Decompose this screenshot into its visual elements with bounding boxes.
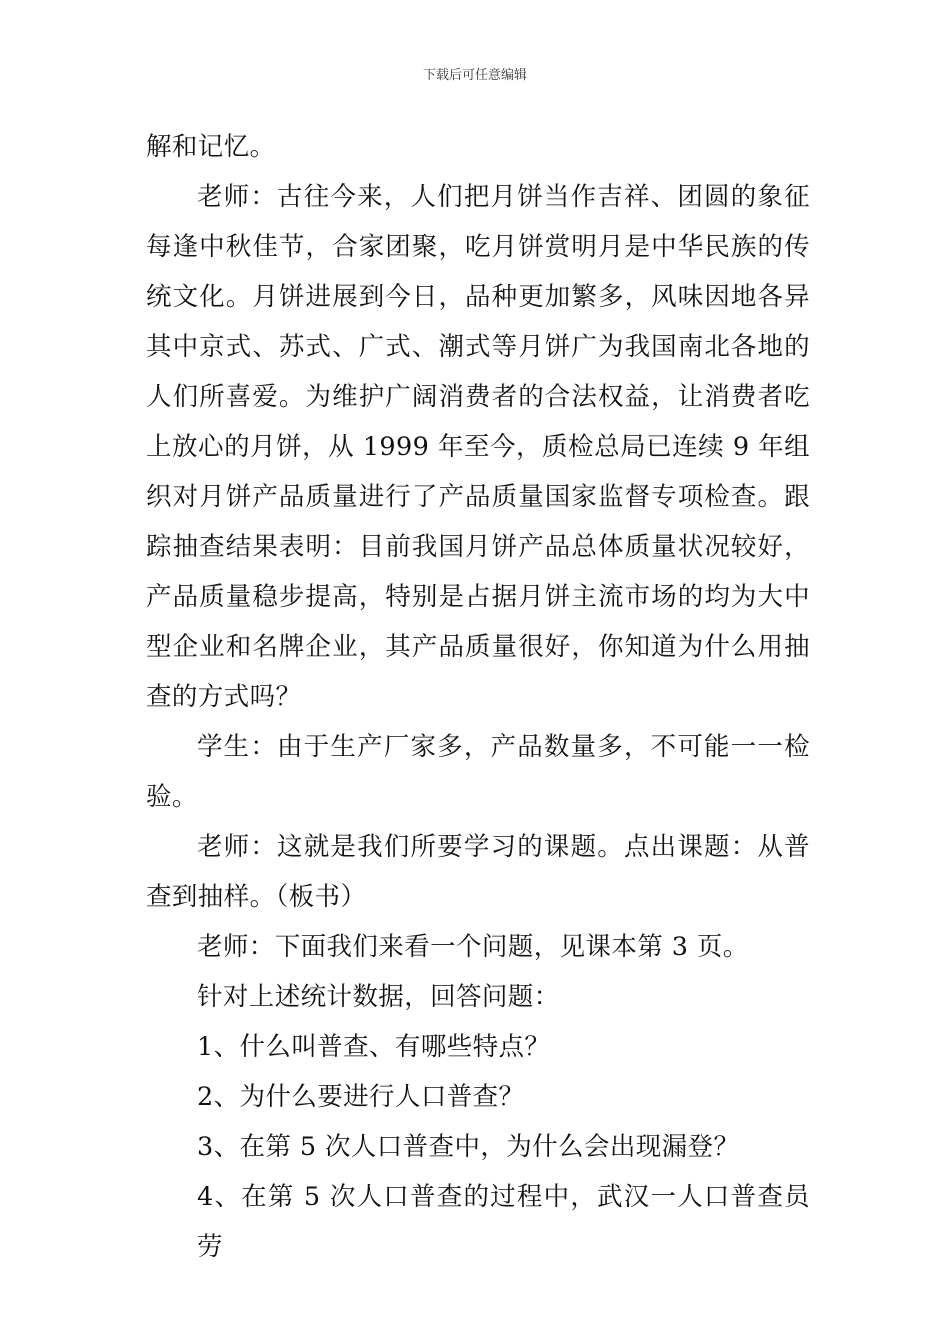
list-item-question-3: 3、在第 5 次人口普查中，为什么会出现漏登？ [197,1132,740,1162]
list-item-question-2: 2、为什么要进行人口普查？ [197,1082,525,1112]
paragraph-questions-intro: 针对上述统计数据，回答问题： [197,982,560,1012]
list-item-question-4: 4、在第 5 次人口普查的过程中，武汉一人口普查员劳 [197,1182,810,1262]
document-body [146,122,810,1272]
list-item-question-1: 1、什么叫普查、有哪些特点？ [197,1032,551,1062]
paragraph-teacher-topic: 老师：这就是我们所要学习的课题。点出课题：从普查到抽样。（板书） [146,832,810,912]
paragraph-teacher-textbook: 老师：下面我们来看一个问题，见课本第 3 页。 [197,932,749,962]
paragraph-student-answer: 学生：由于生产厂家多，产品数量多，不可能一一检验。 [146,732,810,812]
paragraph-teacher-mooncake: 老师：古往今来，人们把月饼当作吉祥、团圆的象征每逢中秋佳节，合家团聚，吃月饼赏明月是中华民族的传统文化。月饼进展到今日，品种更加繁多，风味因地各异其中京式、苏式、广式、潮式等月饼广为我国南北各地的人们所喜爱。为维护广阔消费者的合法权益，让消费者吃上放心的月饼，从 1999 年至今，质检总局已连续 9 年组织对月饼产品质量进行了产品质量国家监督专项检查。跟踪抽查结果表明：目前我国月饼产品总体质量状况较好，产品质量稳步提高，特别是占据月饼主流市场的均为大中型企业和名牌企业，其产品质量很好，你知道为什么用抽查的方式吗？ [146,182,810,712]
page-header: 下载后可任意编辑 [422,68,527,83]
paragraph-continuation: 解和记忆。 [146,132,276,162]
